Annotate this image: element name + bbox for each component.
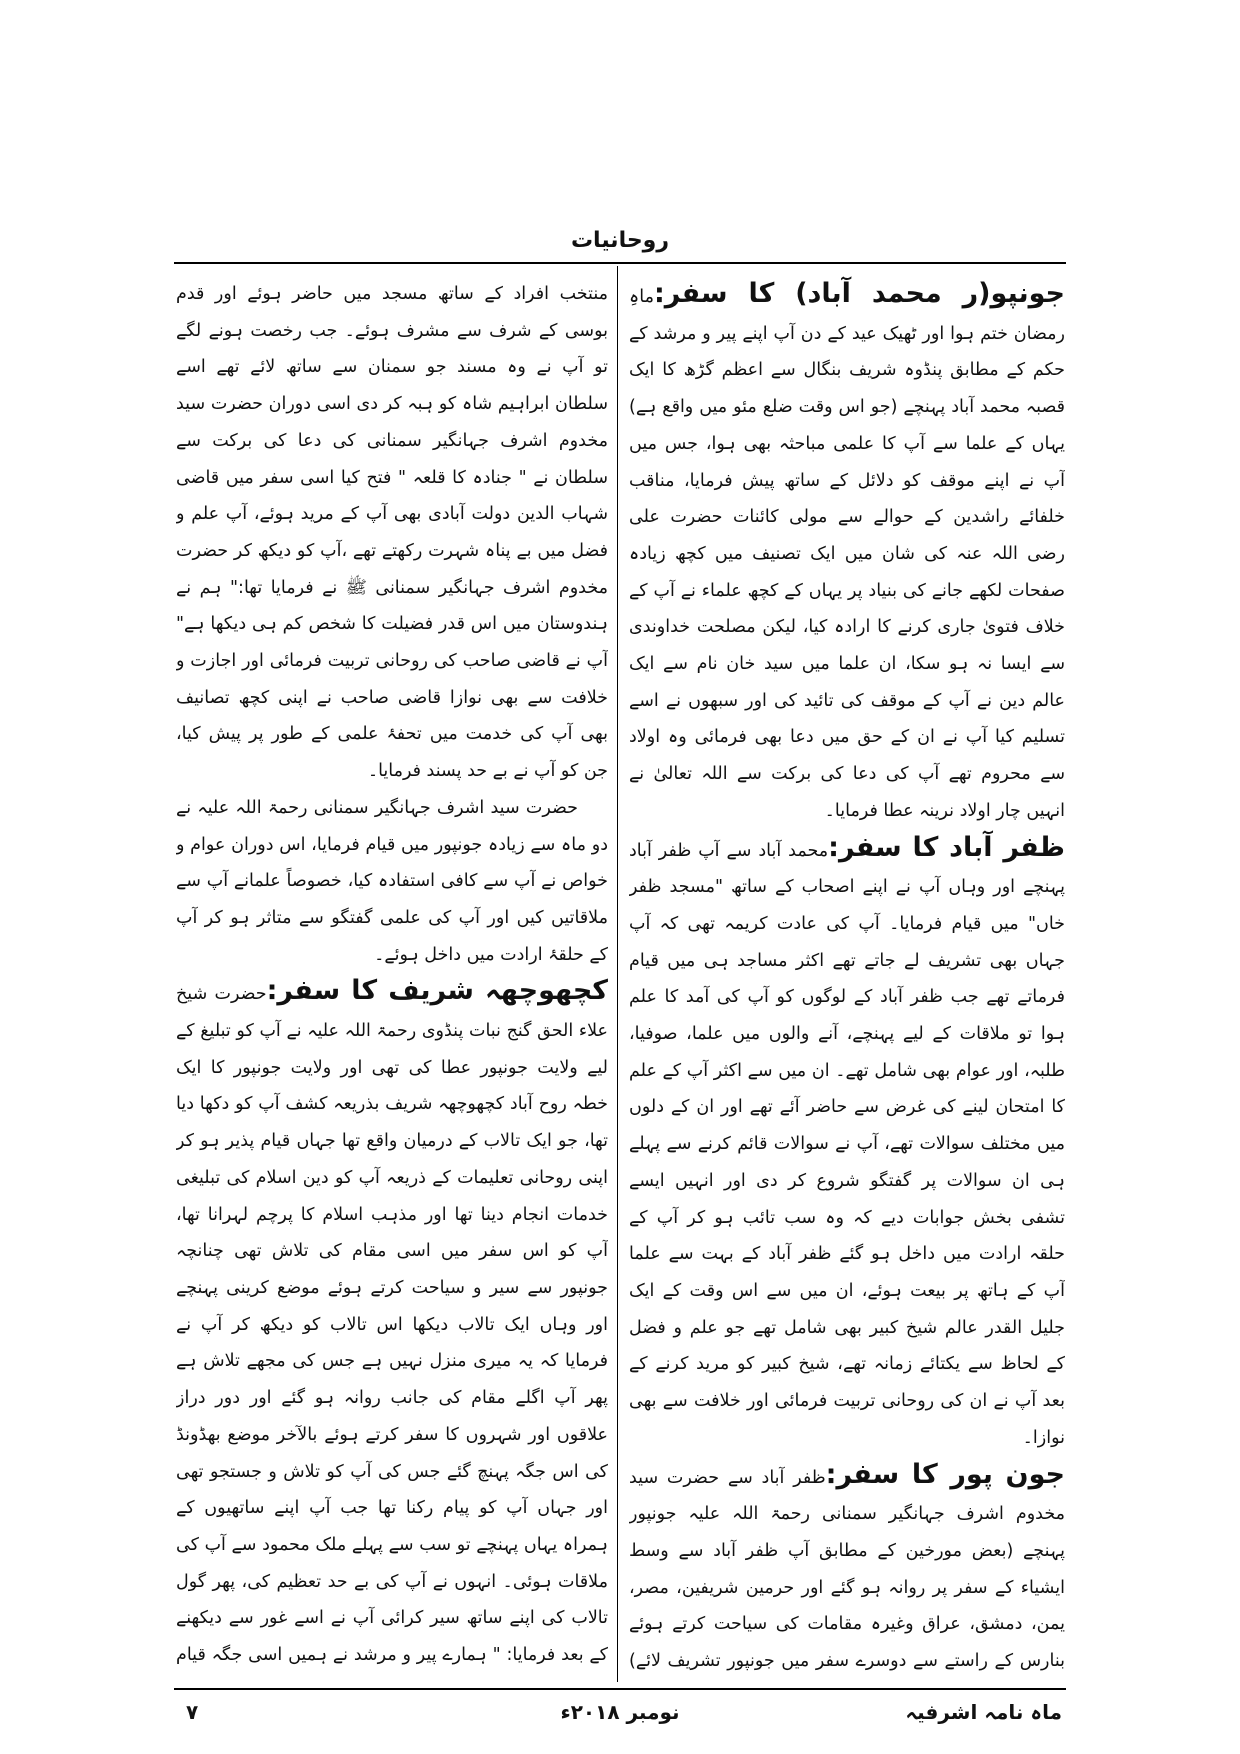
body-paragraph: منتخب افراد کے ساتھ مسجد میں حاضر ہوئے اور قدم بوسی کے شرف سے مشرف ہوئے۔ جب رخصت ہونے لگے تو آپ نے وہ مسند جو سمنان سے ساتھ لائے تھے اسے سلطان ابراہیم شاہ کو ہبہ کر دی اسی دوران حضرت سید مخدوم اشرف جہانگیر سمنانی کی دعا کی برکت سے سلطان نے " جنادہ کا قلعہ " فتح کیا اسی سفر میں قاضی شہاب الدین دولت آبادی بھی آپ کے مرید ہوئے، آپ علم و فضل میں بے پناہ شہرت رکھتے تھے ،آپ کو دیکھ کر حضرت مخدوم اشرف جہانگیر سمنانی ﷺ نے فرمایا تھا:" ہم نے ہندوستان میں اس قدر فضیلت کا شخص کم ہی دیکھا ہے" آپ نے قاضی صاحب کی روحانی تربیت فرمائی اور اجازت و خلافت سے بھی نوازا قاضی صاحب نے اپنی کچھ تصانیف بھی آپ کی خدمت میں تحفۂ علمی کے طور پر پیش کیا، جن کو آپ نے بے حد پسند فرمایا۔ — [176, 284, 608, 782]
section-heading-zafarabad: ظفر آباد کا سفر: — [828, 831, 1065, 863]
section-paragraph — [629, 1457, 1065, 1682]
section-heading-kichhauchha: کچھوچھہ شریف کا سفر: — [266, 975, 608, 1007]
footer-rule — [174, 1688, 1066, 1690]
left-column — [176, 276, 608, 1681]
page-number: ۷ — [186, 1700, 199, 1724]
section-text: محمد آباد سے آپ ظفر آباد پہنچے اور وہاں آپ نے اپنے اصحاب کے ساتھ "مسجد ظفر خاں" میں قیام فرمایا۔ آپ کی عادت کریمہ تھی کہ آپ جہاں بھی تشریف لے جاتے تھے اکثر مساجد ہی میں قیام فرماتے تھے جب ظفر آباد کے لوگوں کو آپ کی آمد کا علم ہوا تو ملاقات کے لیے پہنچے، آنے والوں میں علما، صوفیا، طلبہ، اور عوام بھی شامل تھے۔ ان میں سے اکثر آپ کے علم کا امتحان لینے کی غرض سے حاضر آئے تھے اور ان کے دلوں میں مختلف سوالات تھے، آپ نے سوالات قائم کرنے سے پہلے ہی ان سوالات پر گفتگو شروع کر دی اور انہیں ایسے تشفی بخش جوابات دیے کہ وہ سب تائب ہو کر آپ کے حلقہ ارادت میں داخل ہو گئے ظفر آباد کے بہت سے علما آپ کے ہاتھ پر بیعت ہوئے، ان میں سے اس وقت کے ایک جلیل القدر عالم شیخ کبیر بھی شامل تھے جو علم و فضل کے لحاظ سے یکتائے زمانہ تھے، شیخ کبیر کو مرید کرنے کے بعد آپ نے ان کی روحانی تربیت فرمائی اور خلافت سے بھی نوازا۔ — [629, 840, 1065, 1448]
section-text: ظفر آباد سے حضرت سید مخدوم اشرف جہانگیر سمنانی رحمۃ اللہ علیہ جونپور پہنچے (بعض مورخین کے مطابق آپ ظفر آباد سے وسط ایشیاء کے سفر پر روانہ ہو گئے اور حرمین شریفین، مصر، یمن، دمشق، عراق وغیرہ مقامات کی سیاحت کرتے ہوئے بنارس کے راستے سے دوسرے سفر میں جونپور تشریف لائے) — [629, 1467, 1065, 1672]
section-heading-jaunpur-muhammadabad: جونپو(ر محمد آباد) کا سفر: — [653, 278, 1065, 309]
issue-date: نومبر ۲۰۱۸ء — [560, 1700, 680, 1724]
section-heading-jaunpur: جون پور کا سفر: — [825, 1458, 1065, 1490]
right-column — [629, 276, 1065, 1681]
section-text: حضرت شیخ علاء الحق گنج نبات پنڈوی رحمۃ اللہ علیہ نے آپ کو تبلیغ کے لیے ولایت جونپور عطا کی تھی اور ولایت جونپور کا ایک خطہ روح آباد کچھوچھہ شریف بذریعہ کشف آپ کو دکھا دیا تھا، جو ایک تالاب کے درمیان واقع تھا جہاں قیام پذیر ہو کر اپنی روحانی تعلیمات کے ذریعہ آپ کو دین اسلام کی تبلیغی خدمات انجام دینا تھا اور مذہب اسلام کا پرچم لہرانا تھا، آپ کو اس سفر میں اسی مقام کی تلاش تھی چنانچہ جونپور سے سیر و سیاحت کرتے ہوئے موضع کرینی پہنچے اور وہاں ایک تالاب دیکھا اس تالاب کو دیکھ کر آپ نے فرمایا کہ یہ میری منزل نہیں ہے جس کی مجھے تلاش ہے پھر آپ اگلے مقام کی جانب روانہ ہو گئے اور دور دراز علاقوں اور شہروں کا سفر کرتے ہوئے بالآخر موضع بھڈونڈ کی اس جگہ پہنچ گئے جس کی آپ کو تلاش و جستجو تھی اور جہاں آپ کو پیام رکنا تھا جب آپ اپنے ساتھیوں کے ہمراہ یہاں پہنچے تو سب سے پہلے ملک محمود سے آپ کی ملاقات ہوئی۔ انہوں نے آپ کی بے حد تعظیم کی، پھر گول تالاب کی اپنے ساتھ سیر کرائی آپ نے اسے غور سے دیکھنے کے بعد فرمایا: " ہمارے پیر و مرشد نے ہمیں اسی جگہ قیام — [176, 984, 608, 1666]
running-header: روحانیات — [570, 228, 670, 253]
section-paragraph — [629, 276, 1065, 830]
section-paragraph — [176, 973, 608, 1681]
magazine-name: ماہ نامہ اشرفیہ — [905, 1700, 1062, 1724]
section-text: ماہِ رمضان ختم ہوا اور ٹھیک عید کے دن آپ اپنے پیر و مرشد کے حکم کے مطابق پنڈوہ شریف بنگال سے اعظم گڑھ کا ایک قصبہ محمد آباد پہنچے (جو اس وقت ضلع مئو میں واقع ہے) یہاں کے علما سے آپ کا علمی مباحثہ بھی ہوا، جس میں آپ نے اپنے موقف کو دلائل کے ساتھ پیش فرمایا، مناقب خلفائے راشدین کے حوالے سے مولی کائنات حضرت علی رضی اللہ عنہ کی شان میں ایک تصنیف میں کچھ زیادہ صفحات لکھے جانے کی بنیاد پر یہاں کے کچھ علماء نے آپ کے خلاف فتویٰ جاری کرنے کا ارادہ کیا، لیکن مصلحت خداوندی سے ایسا نہ ہو سکا، ان علما میں سید خان نام سے ایک عالم دین نے آپ کے موقف کی تائید کی اور سبھوں نے اسے تسلیم کیا آپ نے ان کے حق میں دعا بھی فرمائی وہ اولاد سے محروم تھے آپ کی دعا کی برکت سے اللہ تعالیٰ نے انہیں چار اولاد نرینہ عطا فرمایا۔ — [629, 287, 1065, 821]
column-divider — [617, 266, 618, 1682]
section-paragraph — [629, 830, 1065, 1457]
header-rule — [174, 262, 1066, 264]
body-paragraph: حضرت سید اشرف جہانگیر سمنانی رحمۃ اللہ علیہ نے دو ماہ سے زیادہ جونپور میں قیام فرمایا، اس دوران عوام و خواص نے آپ سے کافی استفادہ کیا، خصوصاً علمانے آپ سے ملاقاتیں کیں اور آپ کی علمی گفتگو سے متاثر ہو کر آپ کے حلقۂ ارادت میں داخل ہوئے۔ — [176, 797, 608, 965]
